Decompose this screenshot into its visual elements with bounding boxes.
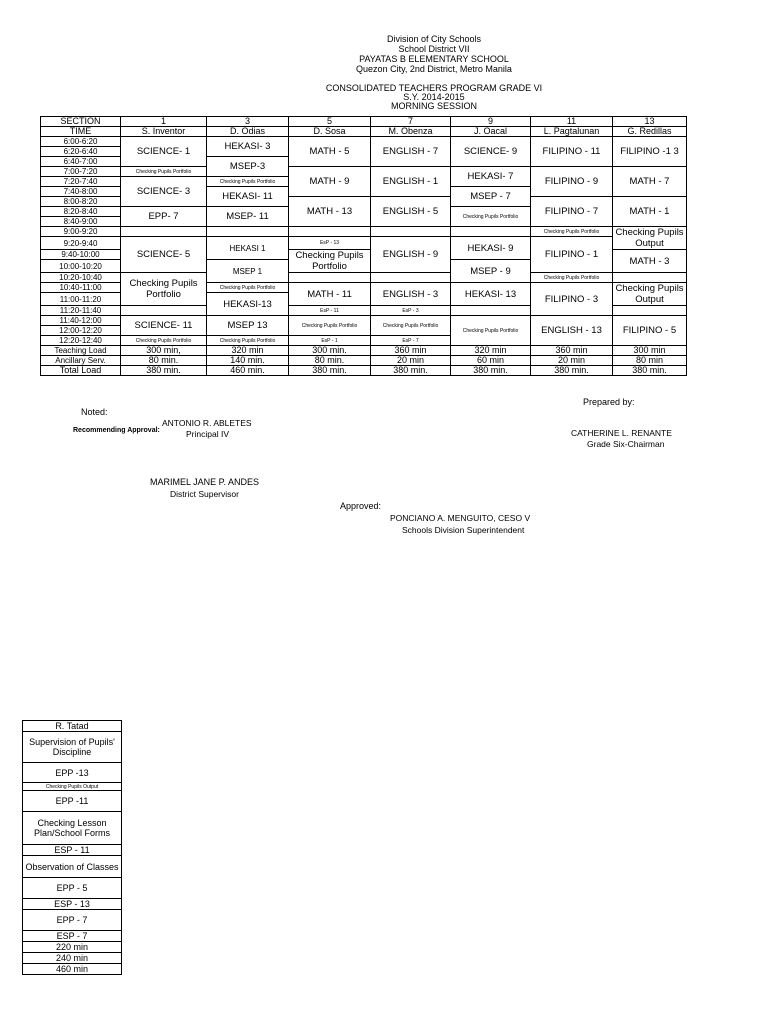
time-slot: 10:20-10:40 [41,273,121,283]
schedule-cell: FILIPINO - 1 [531,237,613,273]
time-slot: 7:40-8:00 [41,187,121,197]
schedule-cell: Checking Pupils Portfolio [121,336,207,346]
side-cell: Checking Pupils Output [23,783,122,791]
schedule-cell: SCIENCE- 9 [451,137,531,167]
total-value: 380 min. [371,366,451,376]
time-slot: 10:00-10:20 [41,260,121,273]
session-label: MORNING SESSION [390,101,477,111]
time-slot: 7:00-7:20 [41,167,121,177]
document-title: CONSOLIDATED TEACHERS PROGRAM GRADE VI [325,83,543,93]
schedule-cell: Checking Pupils Portfolio [289,316,371,336]
side-cell: ESP - 7 [23,931,122,942]
principal-title: Principal IV [186,429,229,439]
schedule-cell-empty [289,273,371,283]
schedule-cell: HEKASI- 3 [207,137,289,157]
teacher-name: S. Inventor [121,127,207,137]
time-slot: 6:20-6:40 [41,147,121,157]
schedule-cell: Checking Pupils Portfolio [531,227,613,237]
division-title: Division of City Schools [386,34,482,44]
schedule-cell: MATH - 9 [289,167,371,197]
schedule-cell: HEKASI- 7 [451,167,531,187]
side-cell: EPP - 5 [23,878,122,899]
schedule-cell: SCIENCE- 3 [121,177,207,207]
schedule-cell: HEKASI- 9 [451,237,531,260]
time-slot: 7:20-7:40 [41,177,121,187]
schedule-cell: FILIPINO - 9 [531,167,613,197]
side-cell: R. Tatad [23,721,122,732]
time-slot: 11:20-11:40 [41,306,121,316]
supervisor-name: MARIMEL JANE P. ANDES [150,477,260,487]
schedule-cell-empty [371,227,451,237]
time-slot: 11:00-11:20 [41,293,121,306]
schedule-cell: Checking Pupils Portfolio [531,273,613,283]
time-slot: 6:00-6:20 [41,137,121,147]
total-value: 380 min. [451,366,531,376]
time-slot: 11:40-12:00 [41,316,121,326]
time-slot: 12:20-12:40 [41,336,121,346]
sds-title: Schools Division Superintendent [402,525,525,535]
time-slot: 8:20-8:40 [41,207,121,217]
total-value: 20 min [371,356,451,366]
total-value: 460 min. [207,366,289,376]
schedule-cell: FILIPINO - 5 [613,316,687,346]
schedule-cell-empty [289,227,371,237]
schedule-cell: EsP - 11 [289,306,371,316]
total-value: 380 min. [613,366,687,376]
side-cell: ESP - 13 [23,899,122,910]
schedule-cell: ENGLISH - 5 [371,197,451,227]
schedule-cell-empty [207,227,289,237]
schedule-cell-empty [371,273,451,283]
schedule-cell: HEKASI-13 [207,293,289,316]
side-column-table [22,720,122,975]
schedule-cell-empty [613,306,687,316]
schedule-cell: MATH - 3 [613,250,687,273]
total-row-label: Total Load [41,366,121,376]
time-slot: 9:20-9:40 [41,237,121,250]
time-slot: 9:40-10:00 [41,250,121,260]
teacher-name: G. Redillas [613,127,687,137]
sds-name: PONCIANO A. MENGUITO, CESO V [390,513,531,523]
schedule-cell: MATH - 13 [289,197,371,227]
time-slot: 6:40-7:00 [41,157,121,167]
schedule-cell-empty [451,227,531,237]
schedule-cell: MSEP 1 [207,260,289,283]
section-number: 3 [207,117,289,127]
supervisor-title: District Supervisor [170,489,239,499]
schedule-cell: Checking Pupils Portfolio [451,207,531,227]
schedule-cell: SCIENCE- 11 [121,316,207,336]
side-cell: Supervision of Pupils' Discipline [23,732,122,763]
total-value: 80 min [613,356,687,366]
schedule-cell: MSEP - 9 [451,260,531,283]
total-value: 380 min. [531,366,613,376]
schedule-cell: Checking Pupils Portfolio [207,336,289,346]
schedule-cell-empty [613,273,687,283]
schedule-cell: Checking Pupils Portfolio [207,283,289,293]
side-cell: 460 min [23,964,122,975]
schedule-cell: MATH - 7 [613,167,687,197]
school-name: PAYATAS B ELEMENTARY SCHOOL [359,54,509,64]
schedule-cell: FILIPINO - 3 [531,283,613,316]
section-label: SECTION [41,117,121,127]
total-value: 320 min [207,346,289,356]
total-value: 300 min. [289,346,371,356]
time-slot: 8:00-8:20 [41,197,121,207]
time-slot: 10:40-11:00 [41,283,121,293]
total-value: 80 min. [121,356,207,366]
total-value: 300 min [613,346,687,356]
section-number: 11 [531,117,613,127]
schedule-cell: ENGLISH - 13 [531,316,613,346]
approved-label: Approved: [340,501,382,511]
total-value: 360 min [531,346,613,356]
schedule-cell: FILIPINO - 11 [531,137,613,167]
schedule-cell: Checking Pupils Portfolio [207,177,289,187]
side-cell: 240 min [23,953,122,964]
total-value: 140 min. [207,356,289,366]
section-number: 9 [451,117,531,127]
schedule-cell: ENGLISH - 7 [371,137,451,167]
schedule-cell: MSEP- 11 [207,207,289,227]
side-cell: Checking Lesson Plan/School Forms [23,812,122,845]
total-value: 380 min. [289,366,371,376]
district-title: School District VII [398,44,470,54]
schedule-cell: Checking Pupils Portfolio [289,250,371,273]
schedule-cell: MATH - 5 [289,137,371,167]
total-row-label: Ancillary Serv. [41,356,121,366]
schedule-cell: SCIENCE- 5 [121,237,207,273]
schedule-cell-empty [121,227,207,237]
time-slot: 9:00-9:20 [41,227,121,237]
schedule-cell: MATH - 11 [289,283,371,306]
schedule-cell: MATH - 1 [613,197,687,227]
schedule-cell: Checking Pupils Output [613,227,687,250]
total-value: 360 min [371,346,451,356]
side-cell: EPP -11 [23,791,122,812]
noted-label: Noted: [81,407,108,417]
recommending-label: Recommending Approval: [73,427,160,434]
teacher-name: J. Oacal [451,127,531,137]
chairman-title: Grade Six-Chairman [587,439,665,449]
chairman-name: CATHERINE L. RENANTE [571,428,672,438]
schedule-cell: Checking Pupils Output [613,283,687,306]
schedule-cell: EsP - 1 [289,336,371,346]
schedule-cell: ENGLISH - 1 [371,167,451,197]
schedule-cell: FILIPINO -1 3 [613,137,687,167]
teacher-name: M. Obenza [371,127,451,137]
schedule-cell-empty [451,306,531,316]
schedule-table [40,116,687,376]
schedule-cell: FILIPINO - 7 [531,197,613,227]
principal-name: ANTONIO R. ABLETES [162,418,252,428]
total-value: 60 min [451,356,531,366]
total-row-label: Teaching Load [41,346,121,356]
schedule-cell: SCIENCE- 1 [121,137,207,167]
schedule-cell: ENGLISH - 9 [371,237,451,273]
time-slot: 8:40-9:00 [41,217,121,227]
side-cell: Observation of Classes [23,856,122,878]
teacher-name: L. Pagtalunan [531,127,613,137]
side-cell: ESP - 11 [23,845,122,856]
section-number: 13 [613,117,687,127]
side-cell: EPP -13 [23,763,122,783]
teacher-name: D. Sosa [289,127,371,137]
school-year: S.Y. 2014-2015 [403,92,465,102]
total-value: 20 min [531,356,613,366]
side-cell: 220 min [23,942,122,953]
schedule-cell: ENGLISH - 3 [371,283,451,306]
total-value: 300 min, [121,346,207,356]
section-number: 5 [289,117,371,127]
teacher-name: D. Odias [207,127,289,137]
time-slot: 12:00-12:20 [41,326,121,336]
total-value: 320 min [451,346,531,356]
schedule-cell: Checking Pupils Portfolio [371,316,451,336]
side-cell: EPP - 7 [23,910,122,931]
schedule-cell: Checking Pupils Portfolio [121,167,207,177]
schedule-cell: Checking Pupils Portfolio [451,316,531,346]
schedule-cell: EsP - 3 [371,306,451,316]
schedule-cell: MSEP - 7 [451,187,531,207]
schedule-cell: EPP- 7 [121,207,207,227]
total-value: 80 min. [289,356,371,366]
schedule-cell: HEKASI- 11 [207,187,289,207]
section-number: 1 [121,117,207,127]
total-value: 380 min. [121,366,207,376]
schedule-cell: EsP - 7 [371,336,451,346]
schedule-cell: MSEP-3 [207,157,289,177]
school-address: Quezon City, 2nd District, Metro Manila [356,64,512,74]
schedule-cell: Checking Pupils Portfolio [121,273,207,306]
schedule-cell: EsP - 13 [289,237,371,250]
schedule-cell: MSEP 13 [207,316,289,336]
prepared-by-label: Prepared by: [583,397,635,407]
schedule-cell: HEKASI 1 [207,237,289,260]
section-number: 7 [371,117,451,127]
time-label: TIME [41,127,121,137]
schedule-cell-empty [121,306,207,316]
schedule-cell: HEKASI- 13 [451,283,531,306]
